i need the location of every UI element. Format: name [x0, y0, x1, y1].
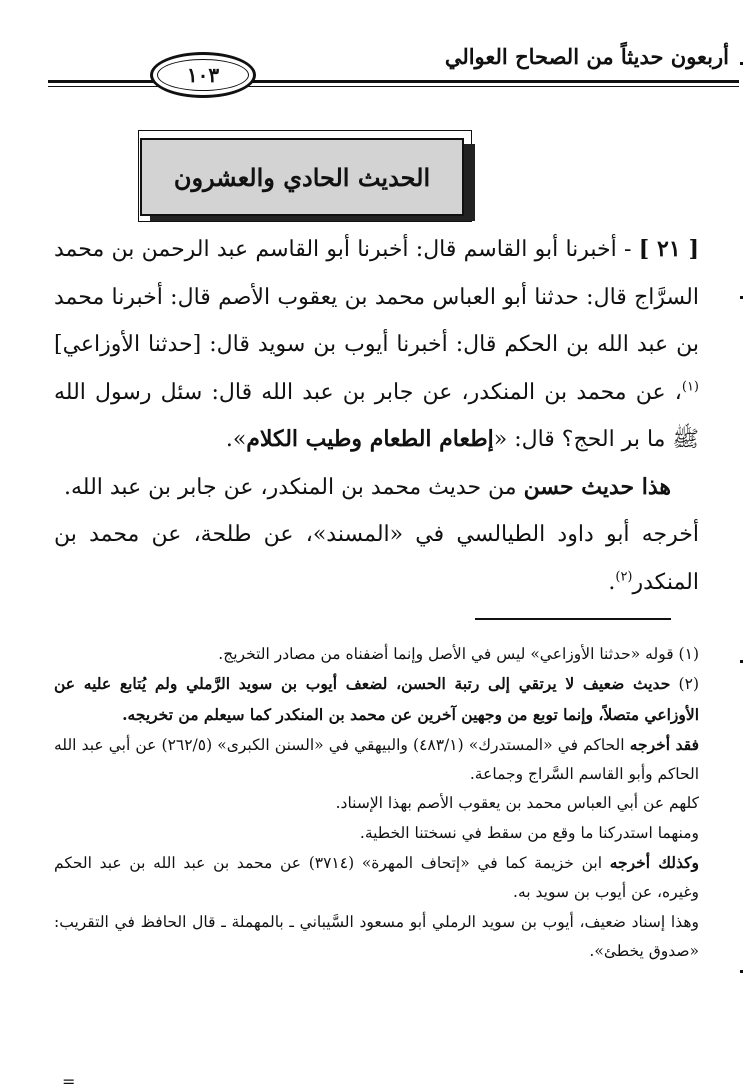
running-header-title: أربعون حديثاً من الصحاح العوالي	[444, 44, 729, 69]
hadith-body	[54, 226, 699, 606]
footnote-label: وكذلك أخرجه	[609, 853, 699, 873]
hadith-matn: إطعام الطعام وطيب الكلام	[246, 426, 494, 452]
scan-mark	[740, 62, 743, 65]
footnote-text: الحاكم في «المستدرك» (٤٨٣/١) والبيهقي في «السنن الكبرى» (٢٦٢/٥) عن أبي عبد الله الحاكم وأبو القاسم السَّراج وجماعة.	[54, 735, 699, 784]
hadith-matn-end: ».	[225, 427, 247, 452]
footnote-number: (٢)	[678, 675, 699, 694]
page-number: ١٠٣	[186, 63, 220, 87]
footnote-2-para	[54, 819, 699, 848]
footnote-2	[54, 669, 699, 730]
footnote-2-para	[54, 848, 699, 908]
hadith-matn-start: ، عن محمد بن المنكدر، عن جابر بن عبد الله قال: سئل رسول الله ﷺ ما بر الحج؟ قال: «	[54, 379, 699, 452]
section-title: الحديث الحادي والعشرون	[173, 162, 431, 192]
takhrij-text: أخرجه أبو داود الطيالسي في «المسند»، عن طلحة، عن محمد بن المنكدر	[54, 522, 699, 595]
scan-mark	[740, 970, 743, 973]
takhrij-end: .	[608, 569, 616, 595]
footnote-separator	[475, 618, 671, 620]
hadith-text	[54, 226, 699, 464]
hadith-grade	[54, 464, 699, 512]
footnote-2-para	[54, 730, 699, 790]
footnote-label: فقد أخرجه	[629, 734, 699, 754]
scan-mark	[740, 660, 743, 663]
footnote-text: ابن خزيمة كما في «إتحاف المهرة» (٣٧١٤) عن محمد بن عبد الله بن عبد الحكم وغيره، عن أيوب بن سويد به.	[54, 854, 699, 902]
scan-mark	[740, 296, 743, 299]
page-number-badge	[150, 52, 256, 98]
header-rule-thin	[48, 86, 739, 87]
continuation-mark: =	[62, 1072, 76, 1091]
section-title-box	[140, 138, 464, 216]
grade-text: من حديث محمد بن المنكدر، عن جابر بن عبد الله.	[64, 474, 517, 500]
footnote-text: حديث ضعيف لا يرتقي إلى رتبة الحسن، لضعف أيوب بن سويد الرَّملي ولم يُتابع عليه عن الأوزاعي متصلاً، وإنما توبع من وجهين آخرين عن محمد بن المنكدر كما سيعلم من تخريجه.	[54, 674, 699, 724]
grade-label: هذا حديث حسن	[523, 473, 672, 500]
footnote-text: كلهم عن أبي العباس محمد بن يعقوب الأصم بهذا الإسناد.	[335, 794, 699, 813]
footnote-number: (١)	[678, 645, 699, 663]
footnote-ref-2[interactable]: (٢)	[615, 569, 633, 585]
footnote-text: ومنهما استدركنا ما وقع من سقط في نسختنا الخطية.	[359, 823, 699, 842]
footnote-text: وهذا إسناد ضعيف، أيوب بن سويد الرملي أبو مسعود السَّيباني ـ بالمهملة ـ قال الحافظ في التقريب: «صدوق يخطئ».	[54, 912, 699, 960]
hadith-takhrij	[54, 511, 699, 606]
footnote-2-para	[54, 789, 699, 818]
footnote-ref-1[interactable]: (١)	[681, 379, 699, 395]
footnote-1	[54, 640, 699, 669]
hadith-isnad: - أخبرنا أبو القاسم قال: أخبرنا أبو القاسم عبد الرحمن بن محمد السرَّاج قال: حدثنا أبو العباس محمد بن يعقوب الأصم قال: أخبرنا محمد بن عبد الله بن الحكم قال: أخبرنا أيوب بن سويد قال: [حدثنا الأوزاعي]	[54, 237, 699, 357]
footnotes	[54, 640, 699, 966]
footnote-text: قوله «حدثنا الأوزاعي» ليس في الأصل وإنما أضفناه من مصادر التخريج.	[218, 645, 674, 663]
hadith-number: [ ٢١ ]	[638, 236, 699, 262]
footnote-2-para	[54, 908, 699, 967]
